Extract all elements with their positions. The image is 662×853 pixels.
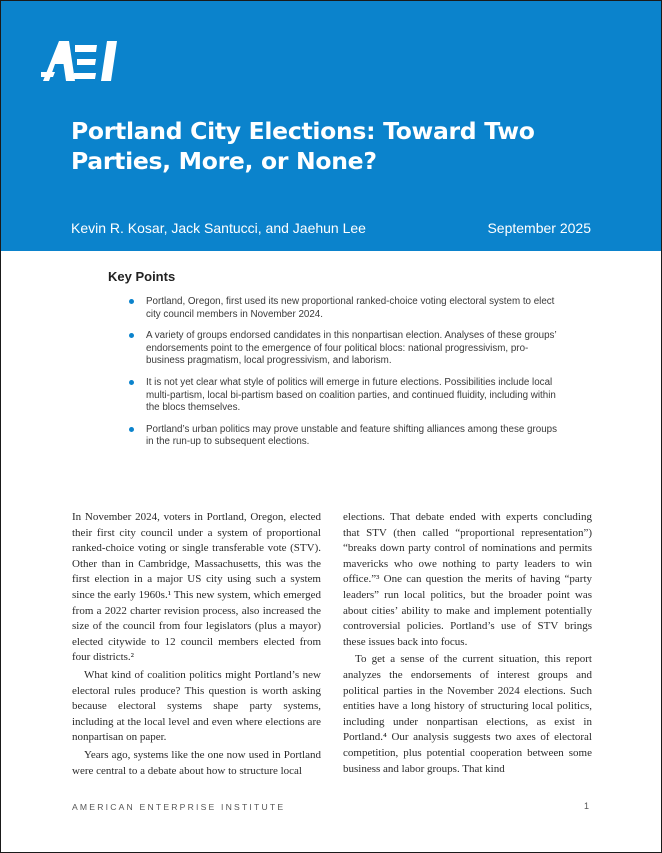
body-paragraph: To get a sense of the current situation, this report analyzes the endorsements of interest groups and political parties in the November 2024 elections. Such entities have a long history of structuring local politics, including under nonpartisan elections, as exist in Portland.⁴ Our analysis suggests two axes of electoral competition, plus potential cooperation between some business and labor groups. That kind [343, 653, 592, 775]
key-points-section [108, 269, 558, 458]
key-point-item [108, 424, 558, 449]
key-point-text: Portland’s urban politics may prove unstable and feature shifting alliances among these groups in the run-up to subsequent elections. [146, 423, 557, 448]
bullet-icon [129, 299, 134, 304]
bullet-icon [129, 333, 134, 338]
bullet-icon [129, 380, 134, 385]
report-authors: Kevin R. Kosar, Jack Santucci, and Jaehun Lee [71, 220, 366, 236]
report-title: Portland City Elections: Toward Two Parties, More, or None? [71, 117, 535, 175]
key-point-item [108, 330, 558, 368]
bullet-icon [129, 427, 134, 432]
key-point-text: A variety of groups endorsed candidates in this nonpartisan election. Analyses of these groups’ endorsements point to the emergence of four political blocs: national progressivism, pro-business pragmatism, local progressivism, and laborism. [146, 330, 557, 367]
body-text [72, 510, 592, 777]
header-banner [1, 1, 661, 251]
report-date: September 2025 [487, 220, 591, 236]
page-number: 1 [583, 801, 589, 811]
aei-logo [41, 39, 125, 83]
body-paragraph: In November 2024, voters in Portland, Oregon, elected their first city council under a system of proportional ranked-choice voting or single transferable vote (STV). Other than in Cambridge, Massachusetts, this was the first election in a major US city using such a system since the early 1960s.¹ This new system, which emerged from a 2022 charter revision process, also increased the size of the council from four legislators (plus a mayor) elected citywide to 12 council members elected from four districts.² [72, 511, 321, 664]
key-point-item [108, 296, 558, 321]
key-points-heading: Key Points [108, 269, 176, 284]
footer-organization: AMERICAN ENTERPRISE INSTITUTE [72, 802, 286, 812]
key-point-item [108, 377, 558, 415]
body-column-right [343, 510, 592, 775]
key-points-list [108, 296, 558, 449]
body-paragraph: Years ago, systems like the one now used in Portland were central to a debate about how to structure local [72, 748, 321, 777]
body-column-left [72, 510, 321, 777]
body-paragraph: What kind of coalition politics might Portland’s new electoral rules produce? This question is worth asking because electoral systems shape party systems, including at the local level and even where elections are nonpartisan on paper. [72, 668, 321, 744]
key-point-text: It is not yet clear what style of politics will emerge in future elections. Possibilities include local multi-partism, local bi-partism based on coalition parties, and continued fluidity, including within the blocs themselves. [146, 376, 556, 414]
body-paragraph: elections. That debate ended with experts concluding that STV (then called “proportional representation”) “breaks down party control of nominations and permits mavericks who owe nothing to party leaders to win office.”³ One can question the merits of having “party leaders” run local politics, but the broader point was about cities’ ability to make and implement potentially controversial policies. Portland’s use of STV brings these issues back into focus. [343, 511, 592, 648]
key-point-text: Portland, Oregon, first used its new proportional ranked-choice voting electoral system to elect city council members in November 2024. [146, 296, 555, 320]
